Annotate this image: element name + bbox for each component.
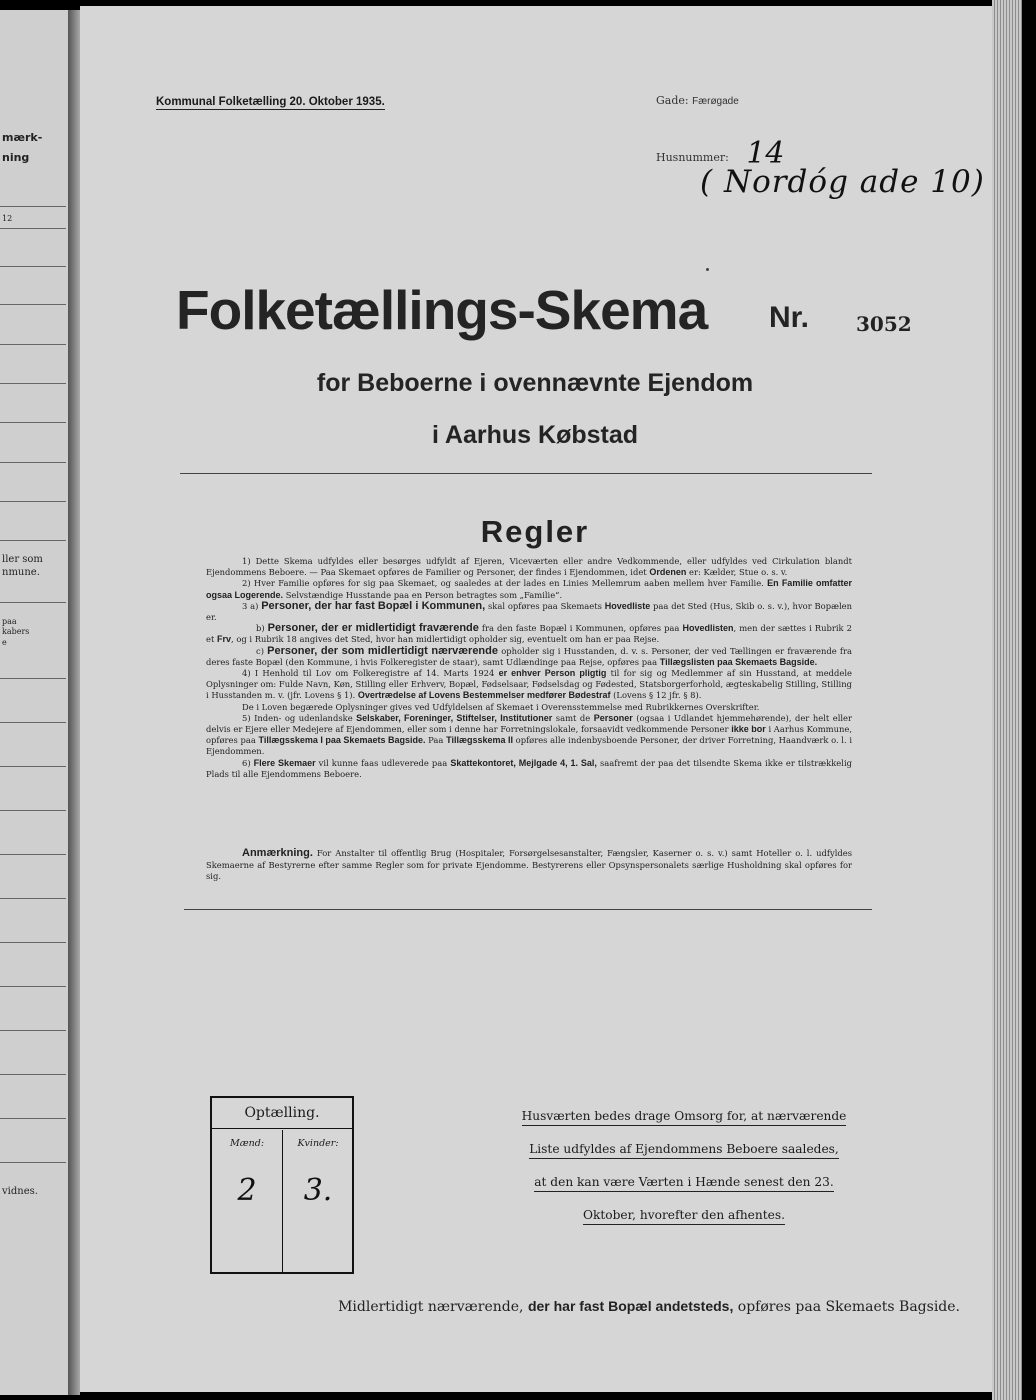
left-rule bbox=[0, 1074, 66, 1075]
left-rule bbox=[0, 304, 66, 305]
street-value: Færøgade bbox=[692, 96, 739, 107]
rule-3c: c) Personer, der som midlertidigt nærværende opholder sig i Husstanden, d. v. s. Personer, der ved Tællingen er fraværende fra deres faste Bopæl (den Kommune, i hvis Folkeregister de staar), samt Udlændinge paa Rejse, opføres paa Tillægslisten paa Skemaets Bagside. bbox=[206, 644, 853, 667]
left-rule bbox=[0, 1162, 66, 1163]
census-form-page bbox=[80, 6, 992, 1392]
notice-line: Husværten bedes drage Omsorg for, at nærværende bbox=[522, 1107, 847, 1126]
left-rule bbox=[0, 722, 66, 723]
rule-3a: 3 a) Personer, der har fast Bopæl i Kommunen, skal opføres paa Skemaets Hovedliste paa det Sted (Hus, Skib o. s. v.), hvor Bopælen er. bbox=[206, 599, 852, 623]
house-number-value: 14 bbox=[746, 136, 785, 171]
notice-line: Liste udfyldes af Ejendommens Beboere saaledes, bbox=[529, 1140, 839, 1159]
form-title: Folketællings-Skema bbox=[176, 279, 708, 341]
form-number-value: 3052 bbox=[856, 312, 912, 336]
rules-text bbox=[206, 556, 852, 780]
left-fragment-text: kabers bbox=[2, 627, 30, 636]
left-rule bbox=[0, 206, 66, 207]
left-rule bbox=[0, 1030, 66, 1031]
left-rule bbox=[0, 540, 66, 541]
left-fragment-text: vidnes. bbox=[2, 1186, 38, 1197]
count-box bbox=[210, 1096, 354, 1274]
women-count: 3. bbox=[303, 1173, 333, 1208]
left-fragment-text: nmune. bbox=[2, 567, 40, 578]
rule-4: 4) I Henhold til Lov om Folkeregistre af 14. Marts 1924 er enhver Person pligtig til for sig og Medlemmer af sin Husstand, at meddele Oplysninger om: Fulde Navn, Køn, Stilling eller Erhverv, Bopæl, Fødselsaar, Fødselsdag og Fødested, Statsborgerforhold, ægteskabelig Stilling, Stilling i Husstanden m. v. (jfr. Lovens § 1). Overtrædelse af Lovens Bestemmelser medfører Bødestraf (Lovens § 12 jfr. § 8). bbox=[206, 668, 852, 701]
page-stack-edge bbox=[992, 0, 1022, 1400]
men-count: 2 bbox=[237, 1173, 257, 1208]
women-column bbox=[282, 1130, 353, 1272]
book-gutter bbox=[68, 10, 80, 1395]
rule-5: 5) Inden- og udenlandske Selskaber, Foreninger, Stiftelser, Institutioner samt de Personer (ogsaa i Udlandet hjemmehørende), der helt eller delvis er Ejere eller Medejere af Ejendommen, eller som i denne har Forretningslokale, forsaavidt vedkommende Personer ikke bor i Aarhus Kommune, opføres paa Tillægsskema I paa Skemaets Bagside. Paa Tillægsskema II opføres alle indenbysboende Personer, der driver Forretning, Haandværk o. l. i Ejendommen. bbox=[206, 712, 853, 757]
notice-line: at den kan være Værten i Hænde senest den 23. bbox=[534, 1173, 833, 1192]
left-rule bbox=[0, 986, 66, 987]
left-fragment-text: e bbox=[2, 638, 7, 647]
rule-6: 6) Flere Skemaer vil kunne faas udleverede paa Skattekontoret, Mejlgade 4, 1. Sal, saafremt der paa det tilsendte Skema ikke er tilstrækkelig Plads til alle Ejendommens Beboere. bbox=[206, 757, 852, 779]
footer-note: Midlertidigt nærværende, der har fast Bopæl andetsteds, opføres paa Skemaets Bagside. bbox=[338, 1298, 960, 1315]
rule-4-note: De i Loven begærede Oplysninger gives ved Udfyldelsen af Skemaet i Overensstemmelse med Rubrikkernes Overskrifter. bbox=[242, 701, 760, 712]
left-fragment-text: paa bbox=[2, 617, 17, 626]
left-rule bbox=[0, 602, 66, 603]
remark-text: Anmærkning. For Anstalter til offentlig Brug (Hospitaler, Forsørgelsesanstalter, Fængsler, Kaserner o. s. v.) samt Hoteller o. l. udfyldes Skemaerne af Bestyrerne efter samme Regler som for private Ejendomme. Bestyrerens eller Opsynspersonalets særlige Husholdning skal opføres for sig. bbox=[206, 847, 852, 881]
divider-rule bbox=[180, 473, 872, 474]
left-rule bbox=[0, 344, 66, 345]
left-rule bbox=[0, 383, 66, 384]
handwritten-address-note: ( Nordóg ade 10) bbox=[700, 164, 985, 200]
left-rule bbox=[0, 810, 66, 811]
form-subtitle-location: i Aarhus Købstad bbox=[431, 421, 639, 449]
rules-heading: Regler bbox=[480, 514, 590, 549]
women-label: Kvinder: bbox=[297, 1138, 339, 1149]
left-rule bbox=[0, 462, 66, 463]
left-rule bbox=[0, 942, 66, 943]
divider-rule bbox=[184, 909, 872, 910]
form-subtitle: for Beboerne i ovennævnte Ejendom bbox=[316, 369, 754, 397]
left-page-fragment bbox=[0, 10, 71, 1395]
left-fragment-text: 12 bbox=[2, 214, 13, 223]
left-rule bbox=[0, 766, 66, 767]
left-rule bbox=[0, 422, 66, 423]
street-field bbox=[656, 94, 739, 107]
landlord-notice bbox=[512, 1100, 856, 1232]
remark-label: Anmærkning. bbox=[242, 847, 313, 859]
rule-1: 1) Dette Skema udfyldes eller besørges udfyldt af Ejeren, Viceværten eller andre Vedkommende, eller udfyldes ved Cirkulation blandt Ejendommens Beboere. — Paa Skemaet opføres de Familier og Personer, der findes i Ejendommen, idet Ordenen er: Kælder, Stue o. s. v. bbox=[206, 556, 852, 578]
left-fragment-text: ning bbox=[2, 151, 30, 164]
form-number-label: Nr. bbox=[769, 301, 810, 334]
left-fragment-text: mærk- bbox=[2, 131, 43, 144]
left-rule bbox=[0, 1118, 66, 1119]
left-fragment-text: ller som bbox=[2, 554, 43, 565]
left-rule bbox=[0, 898, 66, 899]
rule-3b: b) Personer, der er midlertidigt fraværende fra den faste Bopæl i Kommunen, opføres paa Hovedlisten, men der sættes i Rubrik 2 et Frv, og i Rubrik 18 angives det Sted, hvor han midlertidigt opholder sig, eventuelt om han er paa Rejse. bbox=[206, 622, 852, 645]
count-box-heading: Optælling. bbox=[212, 1098, 352, 1129]
notice-line: Oktober, hvorefter den afhentes. bbox=[583, 1206, 785, 1225]
left-rule bbox=[0, 501, 66, 502]
men-label: Mænd: bbox=[229, 1138, 265, 1149]
left-rule bbox=[0, 266, 66, 267]
left-rule bbox=[0, 854, 66, 855]
men-column bbox=[212, 1130, 282, 1272]
census-header: Kommunal Folketælling 20. Oktober 1935. bbox=[156, 96, 385, 108]
house-number-label: Husnummer: bbox=[656, 151, 729, 164]
rule-2: 2) Hver Familie opføres for sig paa Skemaet, og saaledes at der lades en Linies Mellemrum aaben mellem hver Familie. En Familie omfatter ogsaa Logerende. Selvstændige Husstande paa en Person betragtes som „Familie“. bbox=[206, 578, 852, 600]
street-label: Gade: bbox=[656, 94, 689, 107]
ink-dot bbox=[706, 268, 709, 271]
left-rule bbox=[0, 678, 66, 679]
left-rule bbox=[0, 228, 66, 229]
